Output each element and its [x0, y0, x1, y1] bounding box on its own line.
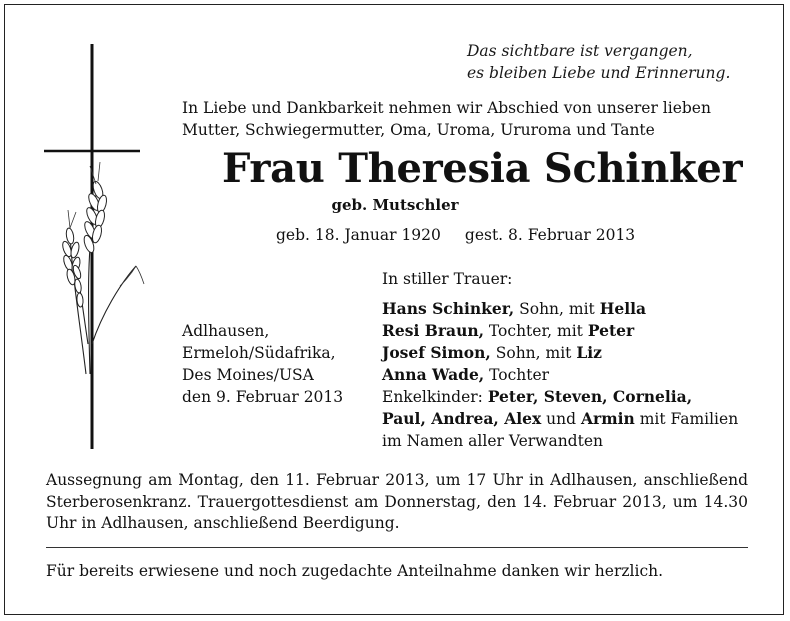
life-dates: [276, 226, 635, 244]
place-and-date: [182, 320, 343, 408]
mourners-closing: im Namen aller Verwandten: [382, 432, 603, 450]
motto-quote: [467, 40, 730, 84]
mourner-relation: Tochter, mit: [484, 322, 588, 340]
mourner-name: Josef Simon,: [382, 343, 491, 362]
motto-line: es bleiben Liebe und Erinnerung.: [467, 64, 731, 82]
place-line: den 9. Februar 2013: [182, 388, 344, 406]
intro-line: Mutter, Schwiegermutter, Oma, Uroma, Ururoma und Tante: [182, 121, 655, 139]
mourner-row: [382, 320, 738, 342]
grandchildren-row: [382, 386, 738, 408]
mourner-relation: Tochter: [484, 366, 550, 384]
deceased-name: Frau Theresia Schinker: [222, 145, 743, 192]
grandchildren-names: Paul, Andrea, Alex: [382, 409, 542, 428]
mourner-name: Anna Wade,: [382, 365, 485, 384]
motto-line: Das sichtbare ist vergangen,: [467, 42, 693, 60]
mourner-row: [382, 364, 738, 386]
mourner-partner: Liz: [576, 343, 602, 362]
divider: [46, 547, 748, 548]
grandchildren-label: Enkelkinder:: [382, 388, 488, 406]
grandchildren-row: [382, 408, 738, 430]
mourners-heading: In stiller Trauer:: [382, 270, 513, 288]
mourner-partner: Hella: [599, 299, 647, 318]
grandchildren-names: Peter, Steven, Cornelia,: [487, 387, 693, 406]
maiden-name: geb. Mutschler: [331, 196, 459, 214]
mourner-partner: Peter: [587, 321, 635, 340]
conjunction: und: [541, 410, 581, 428]
mourner-name: Resi Braun,: [382, 321, 484, 340]
place-line: Adlhausen,: [182, 322, 270, 340]
mourner-name: Hans Schinker,: [382, 299, 515, 318]
mourner-relation: Sohn, mit: [514, 300, 600, 318]
mourners-list: [382, 268, 738, 452]
intro-line: In Liebe und Dankbarkeit nehmen wir Abschied von unserer lieben: [182, 99, 711, 117]
death-date: gest. 8. Februar 2013: [464, 226, 636, 244]
mourner-row: [382, 298, 738, 320]
grandchildren-names: Armin: [581, 409, 635, 428]
thanks-text: Für bereits erwiesene und noch zugedachte Anteilnahme danken wir herzlich.: [46, 562, 664, 580]
mourner-row: [382, 342, 738, 364]
cross-with-wheat-icon: [40, 44, 150, 454]
families-text: mit Familien: [634, 410, 739, 428]
intro-text: [182, 97, 711, 141]
birth-date: geb. 18. Januar 1920: [276, 226, 441, 244]
mourner-relation: Sohn, mit: [490, 344, 577, 362]
place-line: Des Moines/USA: [182, 366, 314, 384]
service-details: Aussegnung am Montag, den 11. Februar 2013, um 17 Uhr in Adlhausen, anschließend Sterberosenkranz. Trauergottesdienst am Donnerstag, den 14. Februar 2013, um 14.30 Uhr in Adlhausen, anschließend Beerdigung.: [46, 471, 748, 532]
place-line: Ermeloh/Südafrika,: [182, 344, 336, 362]
